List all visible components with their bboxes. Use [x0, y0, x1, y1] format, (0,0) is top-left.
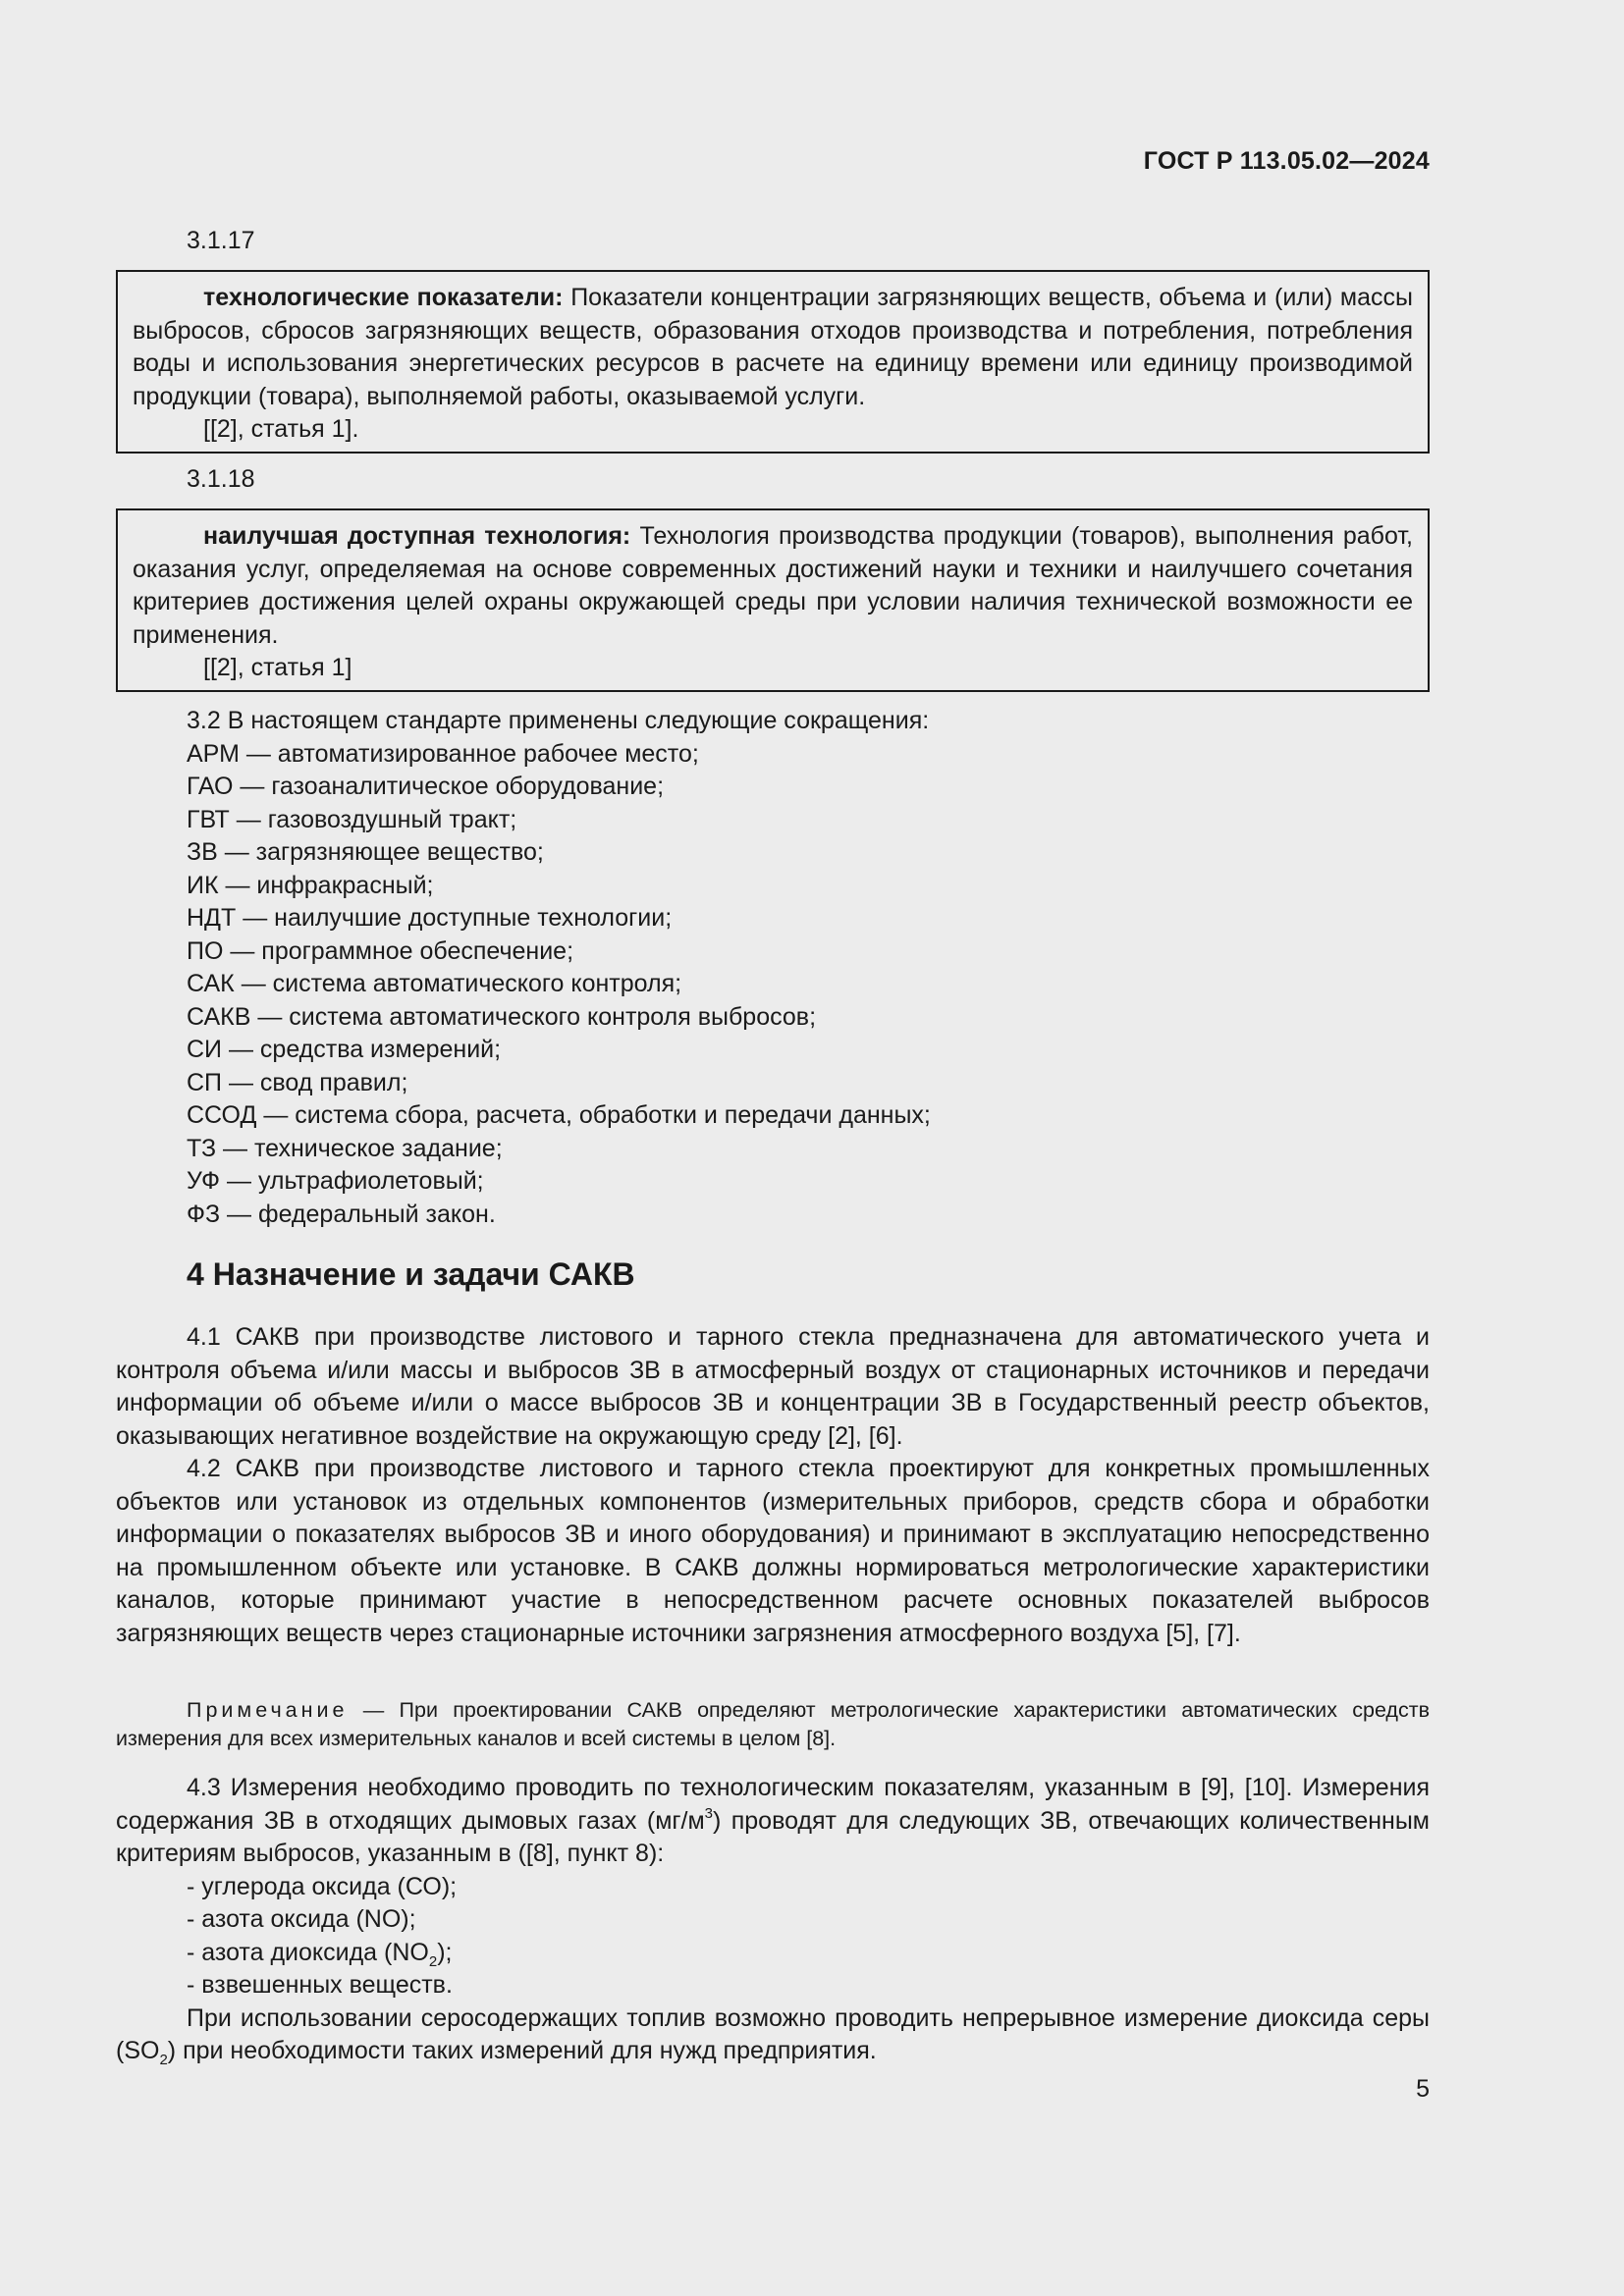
- list-item: ГАО — газоаналитическое оборудование;: [187, 773, 665, 800]
- term-number: 3.1.18: [187, 465, 255, 493]
- definition-text: Технология производства продукции (товаров), выполнения работ, оказания услуг, определяемая на основе современных достижений науки и техники и наилучшего сочетания критериев достижения целей охраны окружающей среды при условии наличия технической возможности ее применения.: [133, 522, 1413, 649]
- subscript: 2: [428, 1952, 438, 1970]
- list-item: [116, 1937, 1430, 1970]
- term-source: [[2], статья 1]: [203, 654, 352, 681]
- term-definition: [133, 520, 1413, 652]
- document-header: ГОСТ Р 113.05.02—2024: [1143, 147, 1430, 175]
- list-item-text: );: [437, 1938, 453, 1966]
- page-number: 5: [1416, 2075, 1430, 2103]
- list-item: СП — свод правил;: [187, 1068, 408, 1096]
- list-item: АРМ — автоматизированное рабочее место;: [187, 739, 699, 768]
- list-item: - углерода оксида (СО);: [187, 1872, 458, 1900]
- term-box-3-1-17: [116, 270, 1430, 454]
- list-item: САК — система автоматического контроля;: [187, 970, 682, 997]
- section-title: 4 Назначение и задачи САКВ: [187, 1256, 635, 1292]
- abbreviations-list: [187, 705, 931, 1231]
- list-item: СИ — средства измерений;: [187, 1036, 502, 1063]
- note-label: Примечание: [187, 1698, 349, 1722]
- paragraph-text-part: При использовании серосодержащих топлив возможно проводить непрерывное измерение диоксида серы (SO: [116, 2003, 1430, 2064]
- note-body: — При проектировании САКВ определяют метрологические характеристики автоматических средств измерения для всех измерительных каналов и всей системы в целом [8].: [116, 1698, 1430, 1750]
- paragraph-text: 4.2 САКВ при производстве листового и тарного стекла проектируют для конкретных промышленных объектов или установок из отдельных компонентов (измерительных приборов, средств сбора и обработки информации о показателях выбросов ЗВ и иного оборудования) и принимают в эксплуатацию непосредственно на промышленном объекте или установке. В САКВ должны нормироваться метрологические характеристики каналов, которые принимают участие в непосредственном расчете основных показателей выбросов загрязняющих веществ через стационарные источники загрязнения атмосферного воздуха [5], [7].: [116, 1455, 1430, 1647]
- paragraph-text: [116, 1772, 1430, 1871]
- term-number: 3.1.17: [187, 227, 255, 254]
- term-name: наилучшая доступная технология:: [203, 522, 631, 550]
- abbreviations-intro: 3.2 В настоящем стандарте применены следующие сокращения:: [187, 707, 930, 734]
- list-item: ТЗ — техническое задание;: [187, 1134, 503, 1162]
- term-source: [[2], статья 1].: [203, 415, 359, 443]
- list-item: НДТ — наилучшие доступные технологии;: [187, 904, 673, 932]
- paragraph-4-2: [116, 1453, 1430, 1650]
- list-item: - взвешенных веществ.: [187, 1971, 453, 1999]
- definition-text: Показатели концентрации загрязняющих веществ, объема и (или) массы выбросов, сбросов загрязняющих веществ, образования отходов производства и потребления, потребления воды и использования энергетических ресурсов в расчете на единицу времени или единицу производимой продукции (товара), выполняемой работы, оказываемой услуги.: [133, 284, 1413, 410]
- list-item-text: - азота диоксида (NO: [187, 1938, 429, 1966]
- list-item: ГВТ — газовоздушный тракт;: [187, 805, 517, 833]
- paragraph-so2: [116, 2002, 1430, 2068]
- list-item: САКВ — система автоматического контроля выбросов;: [187, 1002, 817, 1031]
- subscript: 2: [159, 2052, 168, 2068]
- paragraph-text-part: ) проводят для следующих ЗВ, отвечающих количественным критериям выбросов, указанным в ([8], пункт 8):: [116, 1806, 1430, 1867]
- paragraph-4-1: [116, 1321, 1430, 1453]
- paragraph-4-3: [116, 1772, 1430, 2068]
- paragraph-text-part: 4.3 Измерения необходимо проводить по технологическим показателям, указанным в [9], [10]. Измерения содержания ЗВ в отходящих дымовых газах (мг/м: [116, 1774, 1430, 1835]
- list-item: ФЗ — федеральный закон.: [187, 1200, 496, 1228]
- paragraph-text: 4.1 САКВ при производстве листового и тарного стекла предназначена для автоматического учета и контроля объема и/или массы и выбросов ЗВ в атмосферный воздух от стационарных источников и передачи информации об объеме и/или о массе выбросов ЗВ и концентрации ЗВ в Государственный реестр объектов, оказывающих негативное воздействие на окружающую среду [2], [6].: [116, 1323, 1430, 1450]
- term-definition: [133, 282, 1413, 413]
- note: [116, 1696, 1430, 1753]
- note-text: [116, 1696, 1430, 1753]
- list-item: УФ — ультрафиолетовый;: [187, 1167, 484, 1195]
- list-item: ССОД — система сбора, расчета, обработки и передачи данных;: [187, 1101, 931, 1129]
- list-item: ИК — инфракрасный;: [187, 871, 434, 899]
- superscript: 3: [704, 1804, 713, 1822]
- term-name: технологические показатели:: [203, 284, 564, 311]
- list-item: - азота оксида (NO);: [187, 1905, 416, 1933]
- term-box-3-1-18: [116, 508, 1430, 692]
- paragraph-text-part: ) при необходимости таких измерений для нужд предприятия.: [167, 2037, 877, 2064]
- list-item: ЗВ — загрязняющее вещество;: [187, 838, 544, 866]
- list-item: ПО — программное обеспечение;: [187, 936, 574, 965]
